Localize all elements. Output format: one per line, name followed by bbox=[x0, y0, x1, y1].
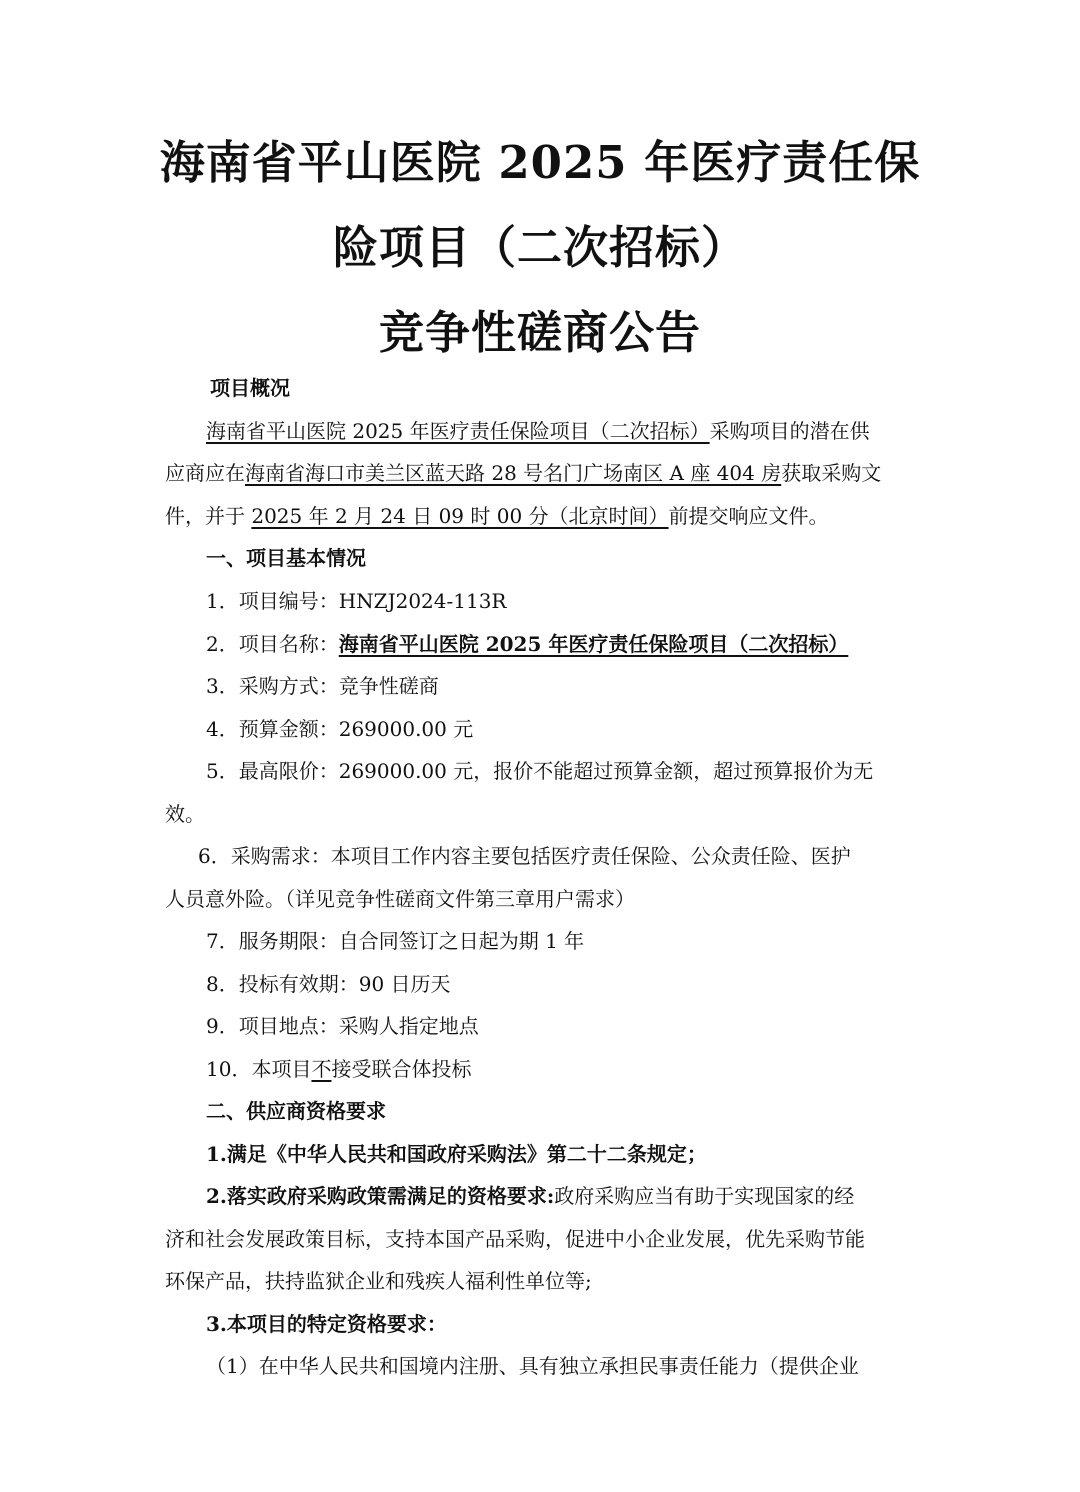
requirement-3-item-1: （1）在中华人民共和国境内注册、具有独立承担民事责任能力（提供企业 bbox=[206, 1354, 859, 1378]
section1-item-7: 7．服务期限：自合同签订之日起为期 1 年 bbox=[206, 929, 585, 953]
item-text: 接受联合体投标 bbox=[331, 1057, 472, 1081]
overview-text: 获取采购文 bbox=[781, 461, 882, 485]
section1-item-5-line-1: 5．最高限价：269000.00 元，报价不能超过预算金额，超过预算报价为无 bbox=[206, 759, 874, 783]
item-label: 1．项目编号： bbox=[206, 589, 339, 613]
section1-item-4: 4．预算金额：269000.00 元 bbox=[206, 717, 474, 741]
section1-item-8: 8．投标有效期：90 日历天 bbox=[206, 972, 451, 996]
requirement-2-heading: 2.落实政府采购政策需满足的资格要求: bbox=[206, 1184, 555, 1208]
overview-text: 前提交响应文件。 bbox=[668, 504, 829, 528]
requirement-2-text: 政府采购应当有助于实现国家的经 bbox=[554, 1184, 855, 1208]
requirement-1: 1.满足《中华人民共和国政府采购法》第二十二条规定； bbox=[206, 1142, 707, 1166]
project-code: HNZJ2024-113R bbox=[338, 589, 507, 613]
section1-item-5-line-2: 效。 bbox=[165, 802, 205, 826]
section1-item-1 bbox=[206, 587, 966, 615]
section1-item-3: 3．采购方式：竞争性磋商 bbox=[206, 674, 439, 698]
overview-address: 海南省海口市美兰区蓝天路 28 号名门广场南区 A 座 404 房 bbox=[245, 461, 782, 485]
overview-deadline: 2025 年 2 月 24 日 09 时 00 分（北京时间） bbox=[251, 504, 669, 528]
item-text: 10．本项目 bbox=[206, 1057, 312, 1081]
emphasis-not: 不 bbox=[311, 1057, 332, 1081]
section1-heading: 一、项目基本情况 bbox=[206, 546, 366, 570]
overview-paragraph-line-2 bbox=[165, 459, 925, 487]
title-line-1: 海南省平山医院 2025 年医疗责任保 bbox=[159, 136, 921, 189]
overview-heading: 项目概况 bbox=[210, 376, 290, 400]
item-label: 2．项目名称： bbox=[206, 632, 339, 656]
section1-item-2 bbox=[206, 630, 966, 658]
overview-text: 应商应在 bbox=[165, 461, 245, 485]
section1-item-6-line-2: 人员意外险。（详见竞争性磋商文件第三章用户需求） bbox=[165, 887, 635, 911]
section2-heading: 二、供应商资格要求 bbox=[206, 1099, 386, 1123]
title-line-3: 竞争性磋商公告 bbox=[378, 306, 701, 359]
requirement-2-line-3: 环保产品，扶持监狱企业和残疾人福利性单位等; bbox=[165, 1269, 592, 1293]
overview-paragraph-line-3 bbox=[165, 502, 925, 530]
title-line-2: 险项目（二次招标） bbox=[332, 221, 747, 274]
section1-item-10 bbox=[206, 1055, 966, 1083]
section1-item-6-line-1: 6．采购需求：本项目工作内容主要包括医疗责任保险、公众责任险、医护 bbox=[198, 844, 851, 868]
overview-project-name: 海南省平山医院 2025 年医疗责任保险项目（二次招标） bbox=[206, 419, 710, 443]
requirement-2-line-2: 济和社会发展政策目标，支持本国产品采购，促进中小企业发展，优先采购节能 bbox=[165, 1227, 865, 1251]
overview-paragraph-line-1 bbox=[206, 417, 966, 445]
overview-text: 采购项目的潜在供 bbox=[709, 419, 870, 443]
requirement-2-line-1 bbox=[206, 1182, 966, 1210]
project-name: 海南省平山医院 2025 年医疗责任保险项目（二次招标） bbox=[338, 632, 849, 656]
section1-item-9: 9．项目地点：采购人指定地点 bbox=[206, 1014, 479, 1038]
requirement-3-heading: 3.本项目的特定资格要求： bbox=[206, 1312, 447, 1336]
overview-text: 件，并于 bbox=[165, 504, 252, 528]
